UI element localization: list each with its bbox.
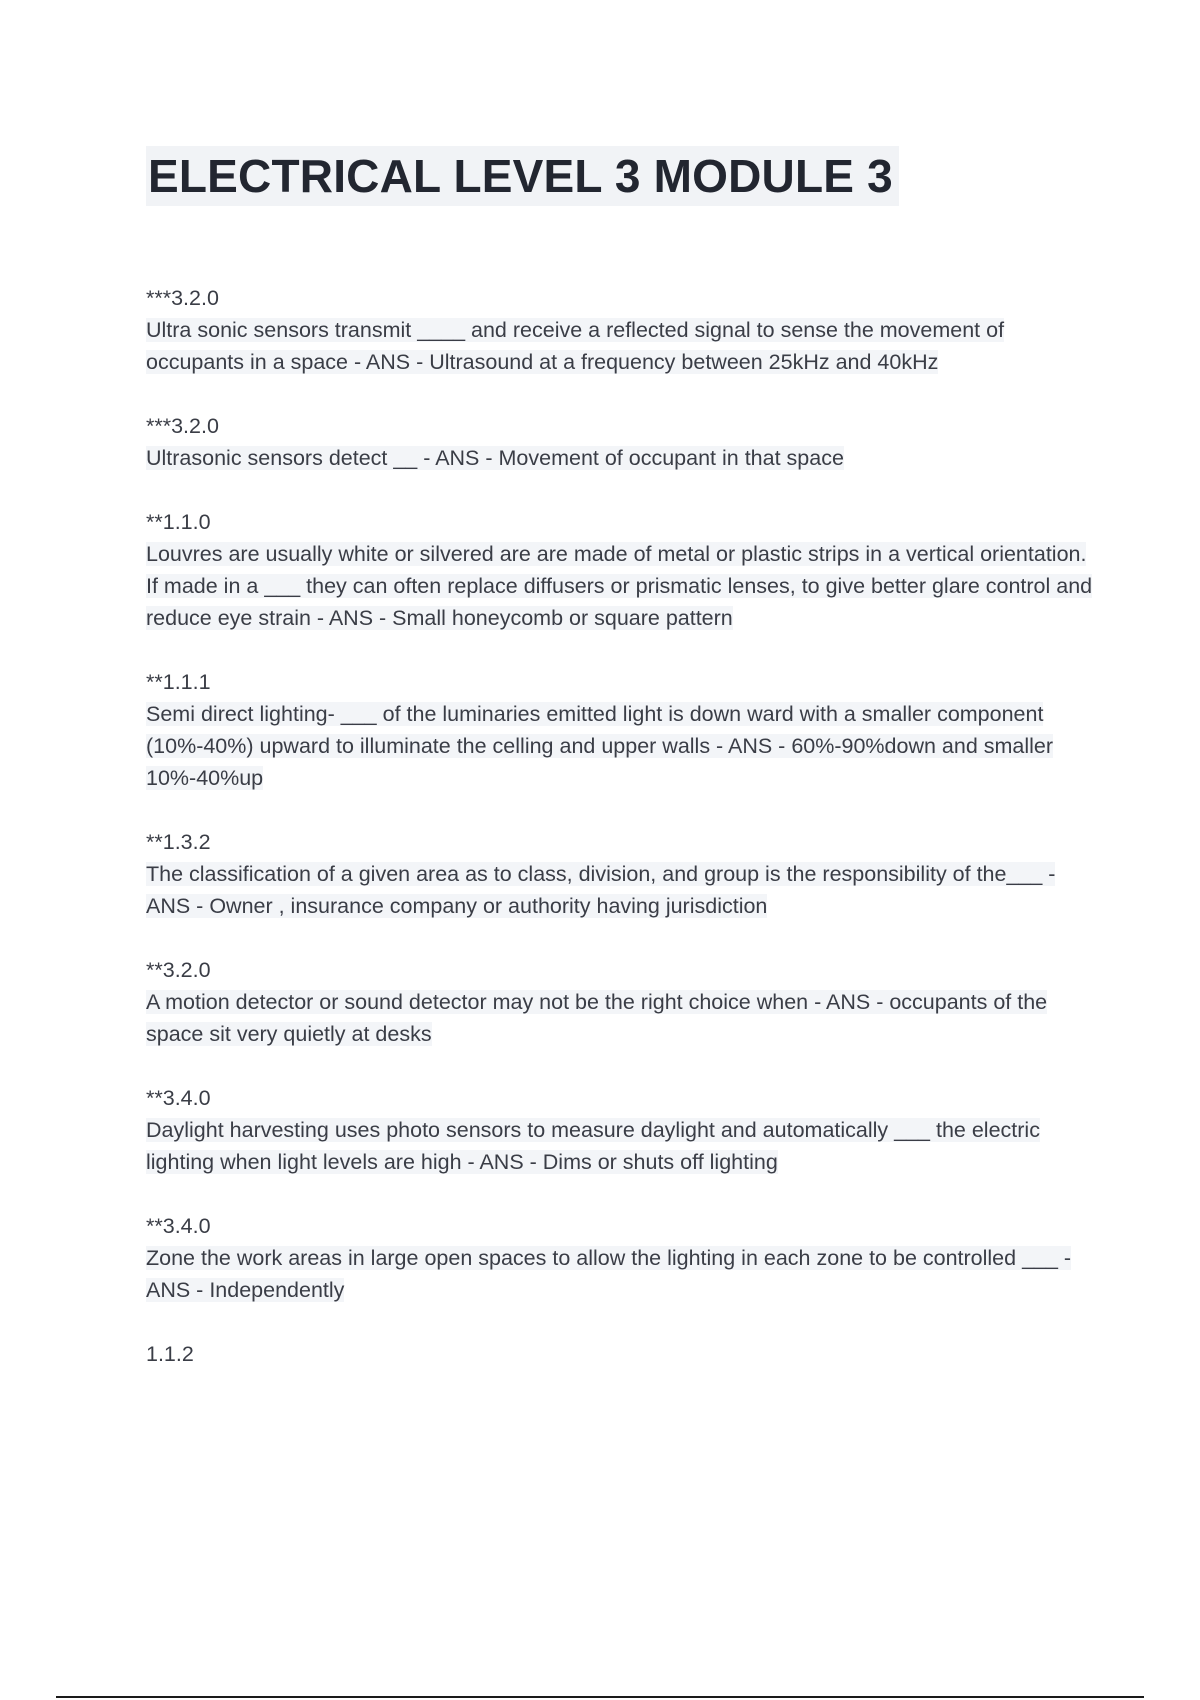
question-entry-1 [146,282,1096,378]
document-title: ELECTRICAL LEVEL 3 MODULE 3 [146,146,899,206]
question-entry-2 [146,410,1096,474]
question-text: Louvres are usually white or silvered are are made of metal or plastic strips in a vertical orientation. If made in a ___ they can often replace diffusers or prismatic lenses, to give better glare control and reduce eye strain - ANS - Small honeycomb or square pattern [146,542,1093,630]
question-text: A motion detector or sound detector may not be the right choice when - ANS - occupants of the space sit very quietly at desks [146,990,1048,1046]
question-code: **1.1.0 [146,510,211,534]
page-bottom-rule [56,1696,1144,1698]
question-text: The classification of a given area as to class, division, and group is the responsibility of the___ - ANS - Owner , insurance company or authority having jurisdiction [146,862,1056,918]
question-code: **1.3.2 [146,830,211,854]
question-entry-8 [146,1210,1096,1306]
question-entry-3 [146,506,1096,634]
question-code: **3.4.0 [146,1086,211,1110]
question-code: ***3.2.0 [146,414,219,438]
question-text: Daylight harvesting uses photo sensors to measure daylight and automatically ___ the electric lighting when light levels are high - ANS - Dims or shuts off lighting [146,1118,1040,1174]
question-code: **3.4.0 [146,1214,211,1238]
question-text: Ultra sonic sensors transmit ____ and receive a reflected signal to sense the movement of occupants in a space - ANS - Ultrasound at a frequency between 25kHz and 40kHz [146,318,1005,374]
question-entry-6 [146,954,1096,1050]
question-entry-4 [146,666,1096,794]
question-list [146,282,1096,1370]
question-text: Ultrasonic sensors detect __ - ANS - Movement of occupant in that space [146,446,844,470]
question-entry-5 [146,826,1096,922]
question-code: ***3.2.0 [146,286,219,310]
question-text: Zone the work areas in large open spaces to allow the lighting in each zone to be controlled ___ - ANS - Independently [146,1246,1072,1302]
question-code: **1.1.1 [146,670,211,694]
question-code: **3.2.0 [146,958,211,982]
question-entry-7 [146,1082,1096,1178]
question-text: Semi direct lighting- ___ of the luminaries emitted light is down ward with a smaller component (10%-40%) upward to illuminate the celling and upper walls - ANS - 60%-90%down and smaller 10%-40%up [146,702,1054,790]
trailing-question-code: 1.1.2 [146,1342,194,1366]
